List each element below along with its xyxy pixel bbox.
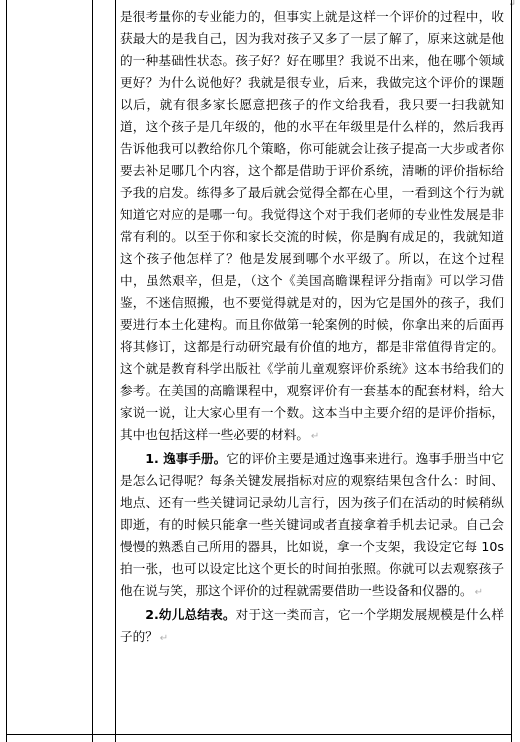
paragraph-mark-icon: ↵: [310, 431, 320, 442]
item-title: 1. 逸事手册。: [145, 451, 227, 466]
list-item: [120, 604, 504, 650]
item-title: 2.幼儿总结表。: [145, 607, 236, 622]
paragraph-mark-icon: ↵: [159, 633, 169, 644]
corner-mark: ↲: [508, 0, 516, 9]
table-cell-content: [120, 6, 504, 650]
column-divider: [92, 0, 93, 742]
column-divider: [511, 0, 512, 742]
item-body: 对于这一类而言，它一个学期发展规模是什么样子的？: [120, 607, 504, 644]
column-divider: [115, 0, 116, 742]
item-body: 它的评价主要是通过逸事来进行。逸事手册当中它是怎么记得呢？每条关键发展指标对应的观察结果包含什么：时间、地点、还有一些关键词记录幼儿言行，因为孩子们在活动的时候稍纵即逝，有的时候只能拿一些关键词或者直接拿着手机去记录。自己会慢慢的熟悉自己所用的器具，比如说，拿一个支架，我设定它每 10s 拍一张，也可以设定比这个更长的时间拍张照。你就可以去观察孩子他在说与笑，那这个评价的过程就需要借助一些设备和仪器的。: [120, 451, 504, 598]
paragraph: [120, 6, 504, 448]
row-divider: [7, 734, 511, 735]
paragraph-mark-icon: ↵: [474, 587, 484, 598]
paragraph-text: 是很考量你的专业能力的，但事实上就是这样一个评价的过程中，收获最大的是我自己，因为我对孩子又多了一层了解了，原来这就是他的一种基础性状态。孩子好？好在哪里？我说不出来，他在哪个领域更好？为什么说他好？我就是很专业，后来，我做完这个评价的课题以后，就有很多家长愿意把孩子的作文给我看，我只要一扫我就知道，这个孩子是几年级的，他的水平在年级里是什么样的，然后我再告诉他我可以教给你几个策略，你可能就会让孩子提高一大步或者你要去补足哪几个内容，这个都是借助于评价系统，清晰的评价指标给予我的启发。练得多了最后就会觉得全都在心里，一看到这个行为就知道它对应的是哪一句。我觉得这个对于我们老师的专业性发展是非常有利的。以至于你和家长交流的时候，你是胸有成足的，我就知道这个孩子他怎样了？他是发展到哪个水平级了。所以，在这个过程中，虽然艰辛，但是，（这个《美国高瞻课程评分指南》可以学习借鉴，不迷信照搬，也不要觉得就是对的，因为它是国外的孩子，我们要进行本土化建构。而且你做第一轮案例的时候，你拿出来的后面再将其修订，这都是行动研究最有价值的地方，都是非常值得肯定的。这个就是教育科学出版社《学前儿童观察评价系统》这本书给我们的参考。在美国的高瞻课程中，观察评价有一套基本的配套材料，给大家说一说，让大家心里有一个数。这本当中主要介绍的是评价指标，其中也包括这样一些必要的材料。: [120, 9, 504, 442]
list-item: [120, 448, 504, 604]
